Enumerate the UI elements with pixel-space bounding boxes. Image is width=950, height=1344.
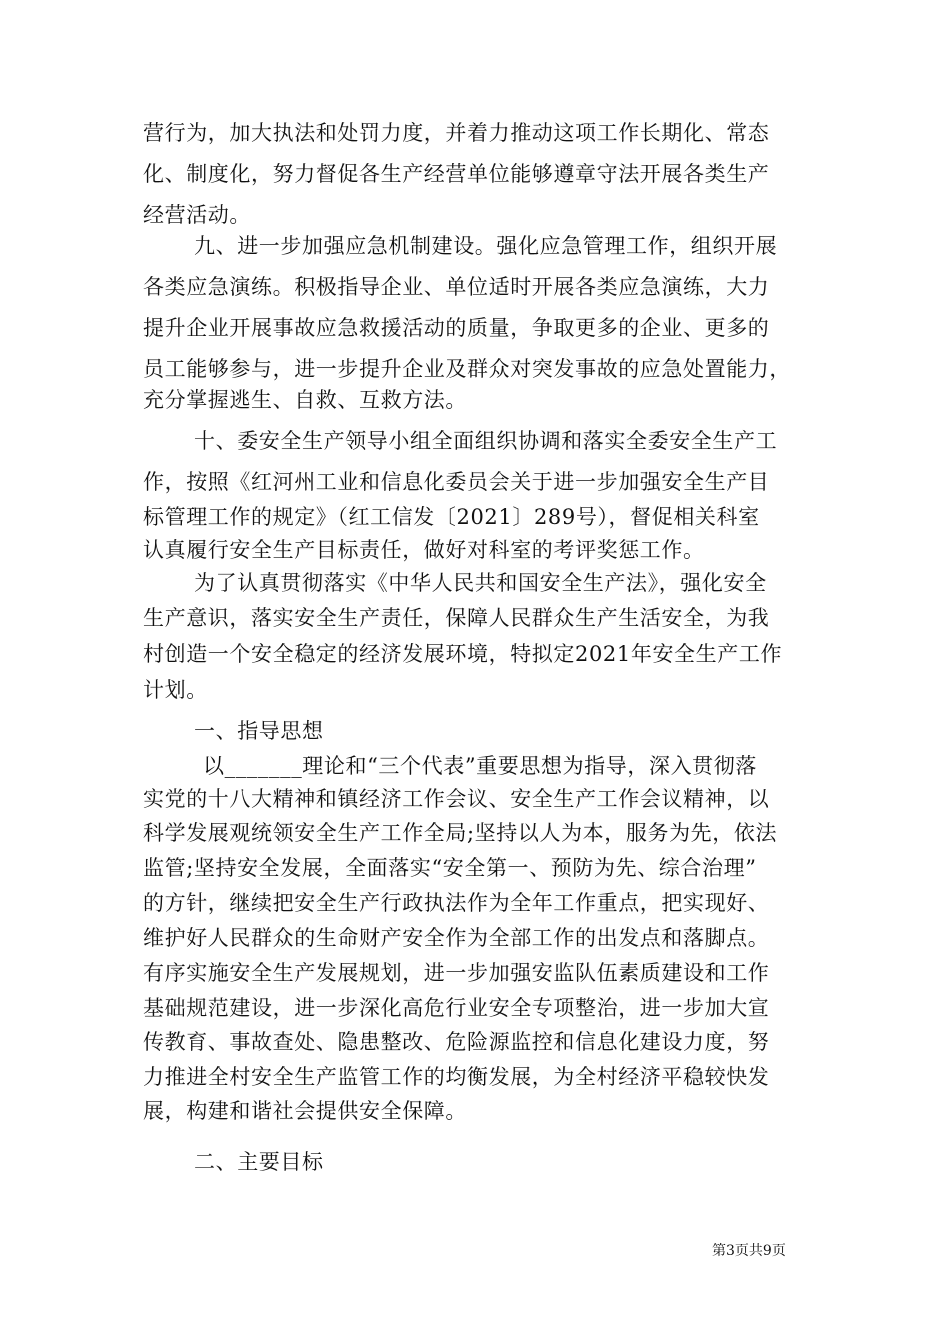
body-text-line: 村创造一个安全稳定的经济发展环境，特拟定2021年安全生产工作 (143, 642, 783, 666)
body-text-line: 维护好人民群众的生命财产安全作为全部工作的出发点和落脚点。 (143, 926, 770, 950)
body-text-line: 经营活动。 (143, 203, 251, 227)
body-text-line: 实党的十八大精神和镇经济工作会议、安全生产工作会议精神，以 (143, 787, 770, 811)
body-text-line: 基础规范建设，进一步深化高危行业安全专项整治，进一步加大宣 (143, 996, 770, 1020)
body-text-line: 员工能够参与，进一步提升企业及群众对突发事故的应急处置能力， (143, 357, 791, 381)
body-text-line: 充分掌握逃生、自救、互救方法。 (143, 388, 467, 412)
body-text-line: 提升企业开展事故应急救援活动的质量，争取更多的企业、更多的 (143, 316, 770, 340)
body-text-line: 化、制度化，努力督促各生产经营单位能够遵章守法开展各类生产 (143, 162, 770, 186)
body-text-line: 科学发展观统领安全生产工作全局;坚持以人为本，服务为先，依法 (143, 821, 778, 845)
body-text-line: 各类应急演练。积极指导企业、单位适时开展各类应急演练，大力 (143, 275, 770, 299)
section-ten-heading-line: 十、委安全生产领导小组全面组织协调和落实全委安全生产工 (194, 429, 778, 453)
body-text-line: 生产意识，落实安全生产责任，保障人民群众生产生活安全，为我 (143, 606, 770, 630)
body-text-line: 展，构建和谐社会提供安全保障。 (143, 1099, 467, 1123)
body-text-line: 计划。 (143, 678, 208, 702)
guiding-paragraph-line: 以_______理论和“三个代表”重要思想为指导，深入贯彻落 (203, 754, 757, 778)
body-text-line: 传教育、事故查处、隐患整改、危险源监控和信息化建设力度，努 (143, 1030, 770, 1054)
body-text-line: 认真履行安全生产目标责任，做好对科室的考评奖惩工作。 (143, 538, 705, 562)
body-text-line: 的方针，继续把安全生产行政执法作为全年工作重点，把实现好、 (143, 891, 770, 915)
page-number-footer: 第3页共9页 (712, 1243, 786, 1259)
section-nine-heading-line: 九、进一步加强应急机制建设。强化应急管理工作，组织开展 (194, 234, 778, 258)
body-text-line: 有序实施安全生产发展规划，进一步加强安监队伍素质建设和工作 (143, 961, 770, 985)
body-text-line: 作，按照《红河州工业和信息化委员会关于进一步加强安全生产目 (143, 470, 770, 494)
intro-paragraph-line: 为了认真贯彻落实《中华人民共和国安全生产法》，强化安全 (194, 571, 767, 595)
body-text-line: 标管理工作的规定》（红工信发〔2021〕289号），督促相关科室 (143, 505, 760, 529)
section-heading-guiding-thought: 一、指导思想 (194, 719, 324, 743)
section-heading-main-goals: 二、主要目标 (194, 1150, 324, 1174)
body-text-line: 营行为，加大执法和处罚力度，并着力推动这项工作长期化、常态 (143, 121, 770, 145)
body-text-line: 力推进全村安全生产监管工作的均衡发展，为全村经济平稳较快发 (143, 1065, 770, 1089)
body-text-line: 监管;坚持安全发展，全面落实“安全第一、预防为先、综合治理” (143, 856, 757, 880)
